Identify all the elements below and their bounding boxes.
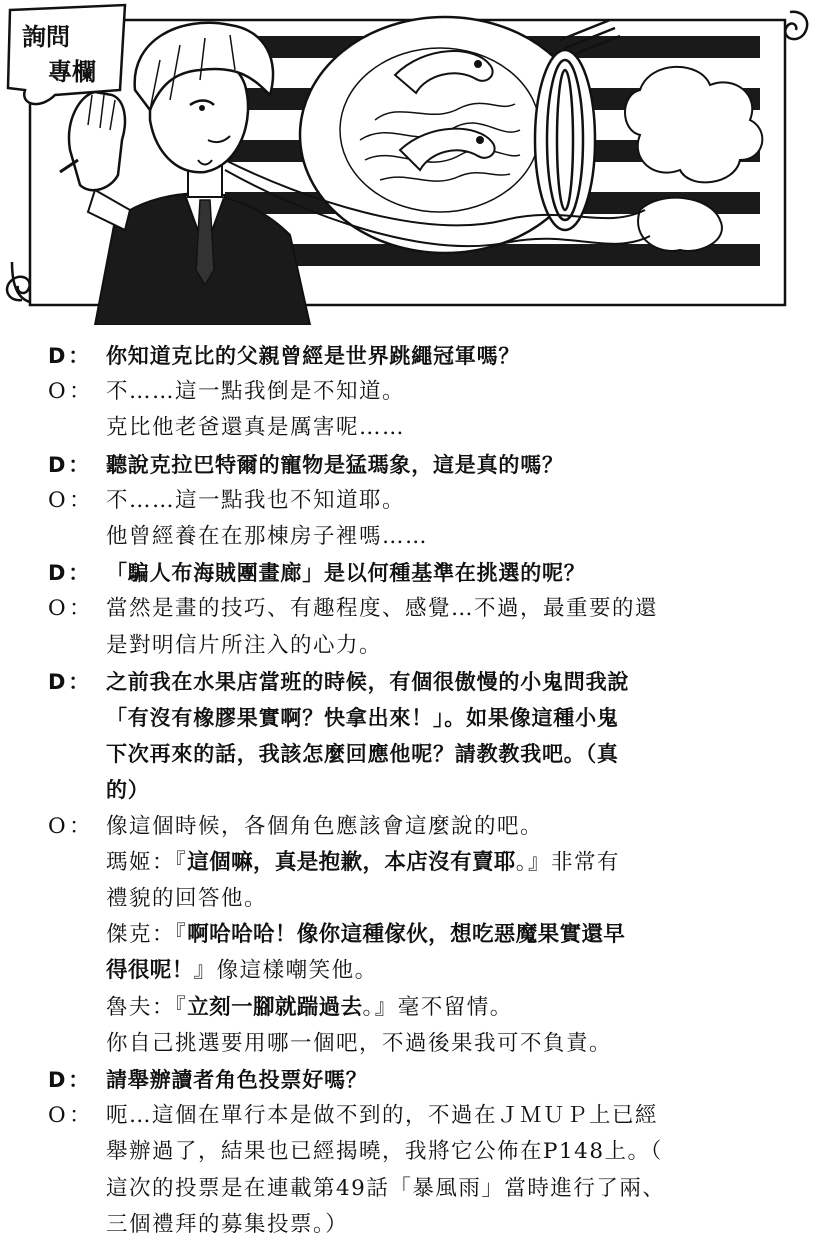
qa-entry-question [48,338,768,374]
qa-entry-answer [48,374,768,446]
answer-line: 像這個時候，各個角色應該會這麼說的吧。 [106,813,544,839]
answer-line: 禮貌的回答他。 [106,886,268,912]
answer-line: 這次的投票是在連載第49話「暴風雨」當時進行了兩、 [106,1175,666,1201]
question-line: 之前我在水果店當班的時候，有個很傲慢的小鬼問我說 [106,669,630,694]
section-title-line2: 專欄 [48,58,96,86]
answer-line: 呃…這個在單行本是做不到的，不過在ＪＭＵＰ上已經 [106,1103,659,1129]
answer-line: 他曾經養在在那棟房子裡嗎…… [106,524,429,550]
speaker-label: O： [48,1103,93,1129]
answer-line: 當然是畫的技巧、有趣程度、感覺…不過，最重要的還 [106,596,659,622]
qa-entry-answer [48,483,768,555]
buggy-line: 傑克：『啊哈哈哈！像你這種傢伙，想吃惡魔果實還早 [106,922,626,948]
sanji-pasta-illustration [0,0,819,325]
qa-entry-answer [48,591,768,663]
qa-entry-answer [48,809,768,845]
qa-entry-answer-continuation [48,917,768,989]
question-line: 「有沒有橡膠果實啊？快拿出來！」。如果像這種小鬼 [106,706,619,731]
answer-line: 你自己挑選要用哪一個吧，不過後果我可不負責。 [106,1030,613,1056]
nami-line: 瑪姬：『這個嘛，真是抱歉，本店沒有賣耶。』非常有 [106,849,621,875]
answer-line: 克比他老爸還真是厲害呢…… [106,415,406,441]
speaker-label: O： [48,379,93,405]
answer-line: 三個禮拜的募集投票。） [106,1211,349,1237]
qa-entry-question [48,1062,768,1098]
question-line: 請舉辦讀者角色投票好嗎？ [106,1068,368,1093]
question-line: 聽說克拉巴特爾的寵物是猛瑪象，這是真的嗎？ [106,452,564,477]
qa-entry-answer-continuation [48,990,768,1026]
question-line: 下次再來的話，我該怎麼回應他呢？請教教我吧。（真 [106,742,619,767]
answer-line: 不……這一點我也不知道耶。 [106,487,406,513]
buggy-line-2: 得很呢！』像這樣嘲笑他。 [106,958,378,984]
section-title-line1: 詢問 [22,23,70,51]
speaker-label: D： [48,669,91,694]
qa-entry-answer [48,1098,768,1243]
speaker-label: O： [48,813,93,839]
speaker-label: D： [48,1068,91,1093]
answer-line: 不……這一點我倒是不知道。 [106,379,406,405]
section-title-badge [8,5,125,104]
qa-entry-question [48,555,768,591]
answer-line: 舉辦過了，結果也已經揭曉，我將它公佈在P148上。（ [106,1139,663,1165]
luffy-line: 魯夫：『立刻一腳就踹過去。』毫不留情。 [106,994,513,1020]
qa-entry-answer-continuation [48,845,768,917]
qa-entry-answer-continuation [48,1026,768,1062]
speaker-label: O： [48,487,93,513]
answer-line: 是對明信片所注入的心力。 [106,632,383,658]
qa-entry-question [48,447,768,483]
question-line: 的） [106,778,150,803]
speaker-label: D： [48,452,91,477]
speaker-label: O： [48,596,93,622]
question-line: 「騙人布海賊團畫廊」是以何種基準在挑選的呢？ [106,561,586,586]
speaker-label: D： [48,344,91,368]
question-line: 你知道克比的父親曾經是世界跳繩冠軍嗎？ [106,344,521,368]
qa-list [48,338,768,1243]
header-illustration [0,0,819,325]
speaker-label: D： [48,561,91,586]
qa-entry-question [48,664,768,809]
